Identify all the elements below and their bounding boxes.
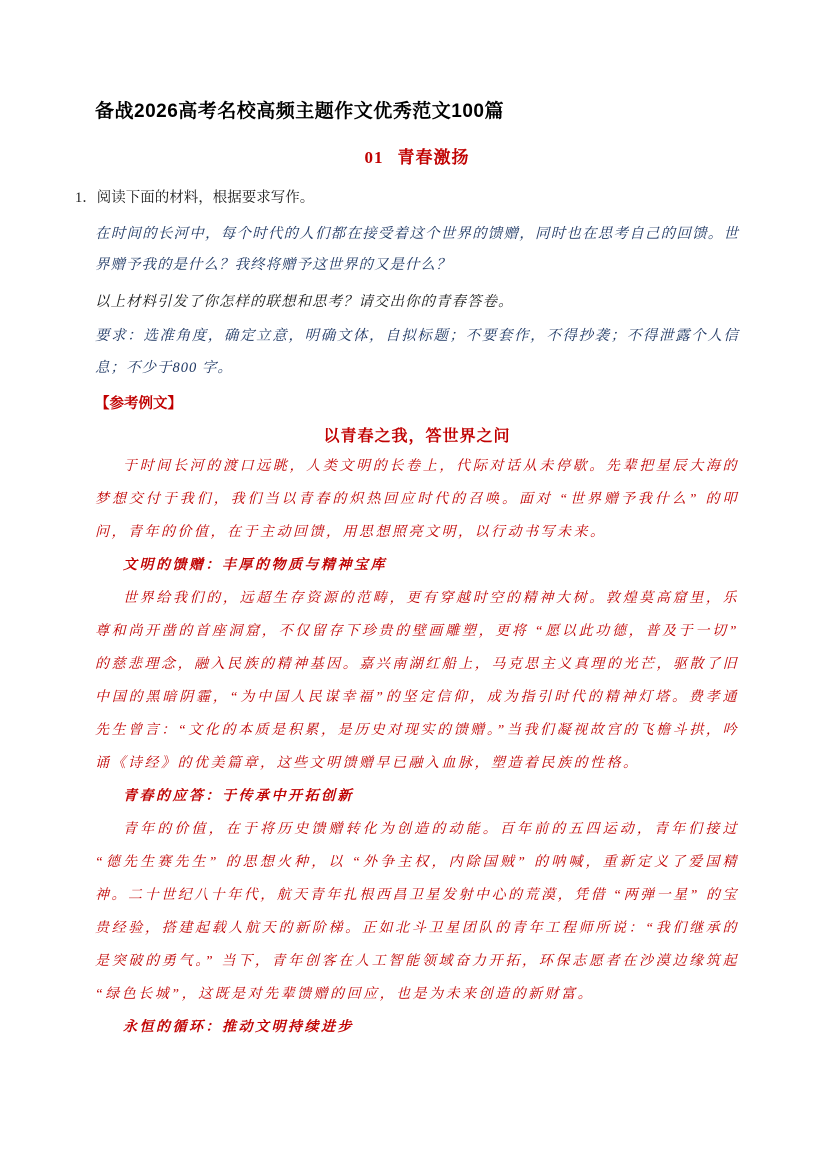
essay-body — [95, 450, 739, 1044]
essay-subheading-1: 文明的馈赠：丰厚的物质与精神宝库 — [123, 558, 387, 573]
essay-paragraph-2: 世界给我们的，远超生存资源的范畴，更有穿越时空的精神大树。敦煌莫高窟里，乐尊和尚开凿的首座洞窟，不仅留存下珍贵的壁画雕塑，更将 “愿以此功德，普及于一切” 的慈悲理念，融入民族的精神基因。嘉兴南湖红船上，马克思主义真理的光芒，驱散了旧中国的黑暗阴霾，“为中国人民谋幸福”的坚定信仰，成为指引时代的精神灯塔。费孝通先生曾言：“文化的本质是积累，是历史对现实的馈赠。”当我们凝视故宫的飞檐斗拱，吟诵《诗经》的优美篇章，这些文明馈赠早已融入血脉，塑造着民族的性格。 — [95, 591, 739, 771]
question-prompt: 以上材料引发了你怎样的联想和思考？请交出你的青春答卷。 — [95, 294, 514, 310]
document-title: 备战2026高考名校高频主题作文优秀范文100篇 — [95, 101, 504, 122]
essay-subheading-2: 青春的应答：于传承中开拓创新 — [123, 789, 354, 804]
reference-label: 【参考例文】 — [95, 396, 182, 412]
essay-paragraph-1: 于时间长河的渡口远眺，人类文明的长卷上，代际对话从未停歇。先辈把星辰大海的梦想交付于我们，我们当以青春的炽热回应时代的召唤。面对 “世界赠予我什么” 的叩问，青年的价值，在于主动回馈，用思想照亮文明，以行动书写未来。 — [95, 459, 739, 540]
section-number: 01 — [364, 148, 384, 167]
question-material: 在时间的长河中，每个时代的人们都在接受着这个世界的馈赠，同时也在思考自己的回馈。世界赠予我的是什么？我终将赠予这世界的又是什么？ — [95, 226, 739, 273]
section-title: 青春激扬 — [397, 148, 470, 167]
question-requirements: 要求：选准角度，确定立意，明确文体，自拟标题；不要套作，不得抄袭；不得泄露个人信息；不少于800 字。 — [95, 328, 739, 376]
essay-paragraph-3: 青年的价值，在于将历史馈赠转化为创造的动能。百年前的五四运动，青年们接过 “德先生赛先生” 的思想火种，以 “外争主权，内除国贼” 的呐喊，重新定义了爱国精神。二十世纪八十年代，航天青年扎根西昌卫星发射中心的荒漠，凭借 “两弹一星” 的宝贵经验，搭建起载人航天的新阶梯。正如北斗卫星团队的青年工程师所说：“我们继承的是突破的勇气。” 当下，青年创客在人工智能领域奋力开拓，环保志愿者在沙漠边缘筑起 “绿色长城”，这既是对先辈馈赠的回应，也是为未来创造的新财富。 — [95, 822, 739, 1002]
essay-subheading-3: 永恒的循环：推动文明持续进步 — [123, 1020, 354, 1035]
essay-title: 以青春之我，答世界之问 — [323, 428, 511, 445]
section-heading — [95, 143, 739, 168]
question-item: 1．阅读下面的材料，根据要求写作。 — [75, 190, 315, 206]
